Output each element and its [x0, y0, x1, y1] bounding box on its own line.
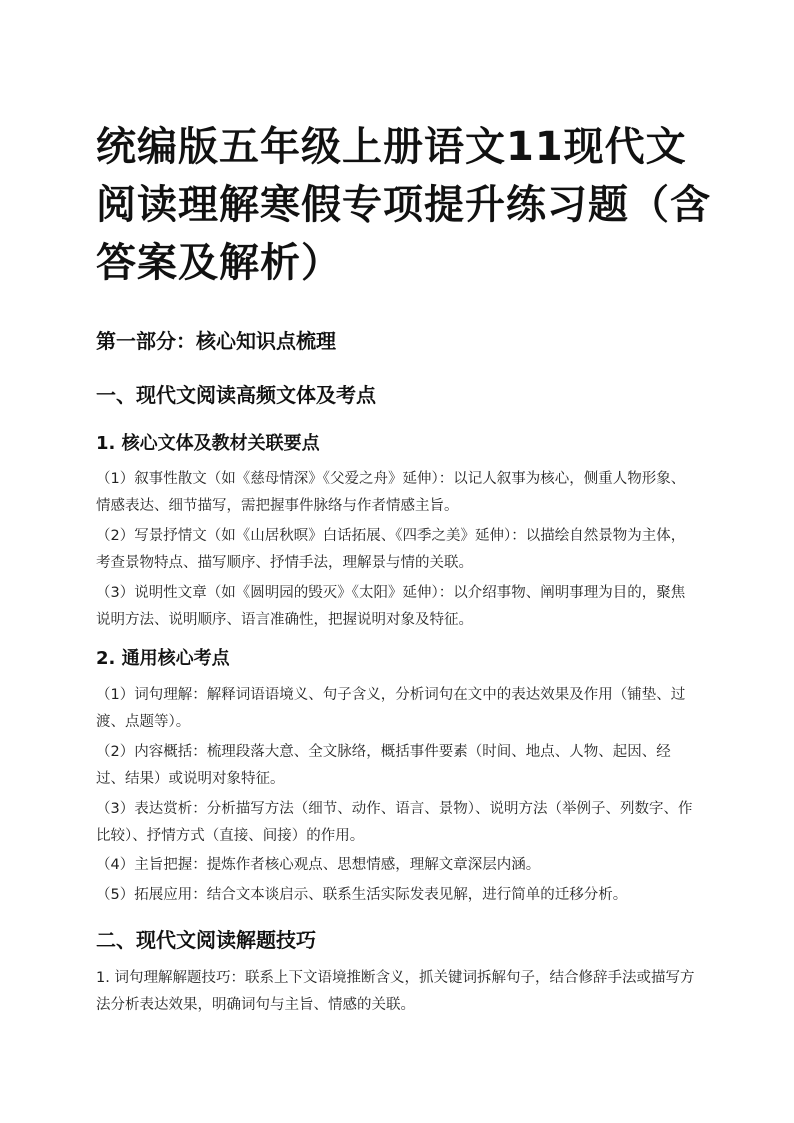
section2-item-1: 1. 词句理解解题技巧：联系上下文语境推断含义，抓关键词拆解句子，结合修辞手法或描写方法分析表达效果，明确词句与主旨、情感的关联。 — [96, 970, 695, 1013]
sub2-item-3: （3）表达赏析：分析描写方法（细节、动作、语言、景物）、说明方法（举例子、列数字、作比较）、抒情方式（直接、间接）的作用。 — [96, 801, 693, 844]
document-title: 统编版五年级上册语文11现代文阅读理解寒假专项提升练习题（含答案及解析） — [96, 124, 711, 286]
sub1-item-1: （1）叙事性散文（如《慈母情深》《父爱之舟》延伸）：以记人叙事为核心，侧重人物形象、情感表达、细节描写，需把握事件脉络与作者情感主旨。 — [96, 471, 686, 514]
sub2-item-5: （5）拓展应用：结合文本谈启示、联系生活实际发表见解，进行简单的迁移分析。 — [96, 887, 628, 903]
sub2-item-4: （4）主旨把握：提炼作者核心观点、思想情感，理解文章深层内涵。 — [96, 857, 541, 873]
sub1-item-2: （2）写景抒情文（如《山居秋暝》白话拓展、《四季之美》延伸）：以描绘自然景物为主体，考查景物特点、描写顺序、抒情手法，理解景与情的关联。 — [96, 528, 686, 571]
part1-heading: 第一部分：核心知识点梳理 — [96, 329, 336, 353]
section1-heading: 一、现代文阅读高频文体及考点 — [96, 383, 376, 407]
sub1-item-3: （3）说明性文章（如《圆明园的毁灭》《太阳》延伸）：以介绍事物、阐明事理为目的，聚焦说明方法、说明顺序、语言准确性，把握说明对象及特征。 — [96, 585, 686, 628]
sub2-item-2: （2）内容概括：梳理段落大意、全文脉络，概括事件要素（时间、地点、人物、起因、经过、结果）或说明对象特征。 — [96, 744, 671, 787]
sub2-item-1: （1）词句理解：解释词语语境义、句子含义，分析词句在文中的表达效果及作用（铺垫、过渡、点题等）。 — [96, 687, 686, 730]
section1-sub2-heading: 2. 通用核心考点 — [96, 648, 230, 669]
section1-sub1-heading: 1. 核心文体及教材关联要点 — [96, 433, 320, 454]
section2-heading: 二、现代文阅读解题技巧 — [96, 928, 316, 952]
